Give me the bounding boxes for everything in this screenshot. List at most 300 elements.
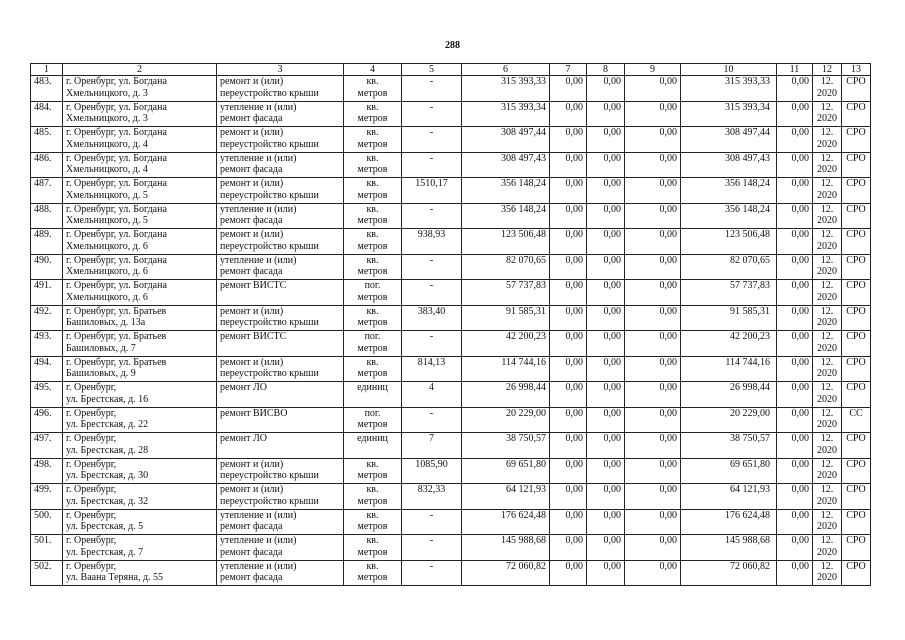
volume-cell-line: 814,13 — [417, 356, 446, 368]
total-cost-cell-line: 315 393,34 — [501, 101, 546, 113]
total-cost-cell — [462, 127, 550, 153]
row-number-line: 486. — [34, 152, 52, 164]
unit-cell-line: кв. — [366, 203, 379, 215]
col7-cell-line: 0,00 — [565, 76, 583, 87]
address-cell-line: г. Оренбург, ул. Богдана — [66, 76, 167, 87]
volume-cell-line: - — [429, 280, 434, 291]
unit-cell-line: метров — [357, 266, 388, 277]
col7-cell-line: 0,00 — [565, 407, 583, 419]
col10-cell — [681, 535, 777, 561]
row-number — [31, 229, 63, 255]
col7-cell-line: 0,00 — [565, 127, 583, 138]
col9-cell-line: 0,00 — [659, 382, 677, 393]
col11-cell — [777, 484, 813, 510]
method-cell-line: СРО — [846, 433, 866, 444]
volume-cell-line: - — [429, 76, 434, 87]
address-cell-line: г. Оренбург, ул. Братьев — [66, 331, 167, 342]
unit-cell-line: кв. — [366, 484, 379, 495]
unit-cell-line: метров — [357, 342, 388, 354]
work-type-cell-line: переустройство крыши — [220, 189, 319, 201]
total-cost-cell-line: 145 988,68 — [501, 535, 546, 546]
col11-cell — [777, 305, 813, 331]
unit-cell-line: метров — [357, 240, 388, 252]
unit-cell-line: метров — [357, 113, 388, 124]
address-cell-line: г. Оренбург, ул. Богдана — [66, 101, 167, 113]
total-cost-cell-line: 91 585,31 — [506, 305, 546, 317]
volume-cell — [402, 280, 462, 306]
address-cell — [63, 229, 217, 255]
col7-cell — [550, 101, 587, 127]
table-row — [31, 229, 871, 255]
col9-cell-line: 0,00 — [659, 560, 677, 572]
volume-cell-line: 938,93 — [417, 229, 446, 240]
unit-cell-line: кв. — [366, 178, 379, 189]
col7-cell — [550, 178, 587, 204]
col11-cell-line: 0,00 — [791, 280, 809, 291]
table-row — [31, 509, 871, 535]
table-row — [31, 433, 871, 459]
row-number-line: 499. — [34, 484, 52, 495]
deadline-cell — [813, 433, 842, 459]
work-type-cell — [217, 203, 344, 229]
unit-cell-line: кв. — [366, 458, 379, 470]
col10-cell — [681, 433, 777, 459]
deadline-cell-line: 2020 — [817, 521, 837, 532]
unit-cell-line: метров — [357, 470, 388, 481]
col9-cell-line: 0,00 — [659, 101, 677, 113]
row-number — [31, 152, 63, 178]
column-header-9: 9 — [625, 64, 681, 76]
col9-cell-line: 0,00 — [659, 76, 677, 87]
volume-cell-line: 7 — [429, 433, 434, 444]
total-cost-cell — [462, 331, 550, 357]
unit-cell-line: кв. — [366, 560, 379, 572]
col9-cell-line: 0,00 — [659, 178, 677, 189]
col11-cell — [777, 127, 813, 153]
method-cell — [842, 407, 871, 433]
row-number — [31, 433, 63, 459]
unit-cell — [344, 178, 402, 204]
work-type-cell-line: ремонт фасада — [220, 572, 283, 583]
total-cost-cell-line: 20 229,00 — [506, 407, 546, 419]
col9-cell — [625, 484, 681, 510]
col9-cell-line: 0,00 — [659, 152, 677, 164]
address-cell — [63, 305, 217, 331]
method-cell — [842, 535, 871, 561]
volume-cell — [402, 433, 462, 459]
address-cell — [63, 76, 217, 102]
unit-cell-line: метров — [357, 87, 388, 99]
address-cell-line: Хмельницкого, д. 5 — [66, 215, 148, 226]
work-type-cell-line: утепление и (или) — [220, 509, 297, 521]
work-type-cell-line: ремонт и (или) — [220, 229, 284, 240]
method-cell — [842, 152, 871, 178]
col11-cell-line: 0,00 — [791, 178, 809, 189]
unit-cell-line: кв. — [366, 101, 379, 113]
method-cell — [842, 76, 871, 102]
unit-cell — [344, 458, 402, 484]
deadline-cell-line: 12. — [820, 280, 834, 291]
volume-cell-line: - — [429, 254, 434, 266]
total-cost-cell-line: 82 070,65 — [506, 254, 546, 266]
work-type-cell-line: утепление и (или) — [220, 560, 297, 572]
volume-cell-line: 1510,17 — [415, 178, 448, 189]
col10-cell-line: 26 998,44 — [730, 382, 770, 393]
total-cost-cell-line: 38 750,57 — [506, 433, 546, 444]
col11-cell-line: 0,00 — [791, 76, 809, 87]
row-number — [31, 254, 63, 280]
deadline-cell-line: 12. — [820, 76, 834, 87]
col9-cell-line: 0,00 — [659, 407, 677, 419]
col8-cell-line: 0,00 — [603, 305, 621, 317]
col11-cell — [777, 203, 813, 229]
method-cell-line: СРО — [846, 152, 866, 164]
col7-cell-line: 0,00 — [565, 484, 583, 495]
work-type-cell-line: переустройство крыши — [220, 317, 319, 328]
work-type-cell-line: ремонт ВИСТС — [220, 280, 287, 291]
row-number — [31, 407, 63, 433]
address-cell-line: ул. Брестская, д. 22 — [66, 419, 149, 430]
work-type-cell — [217, 254, 344, 280]
row-number-line: 496. — [34, 407, 52, 419]
unit-cell — [344, 509, 402, 535]
work-type-cell-line: переустройство крыши — [220, 138, 319, 150]
total-cost-cell — [462, 76, 550, 102]
method-cell-line: СРО — [846, 484, 866, 495]
total-cost-cell-line: 356 148,24 — [501, 203, 546, 215]
work-type-cell-line: ремонт и (или) — [220, 76, 284, 87]
address-cell — [63, 356, 217, 382]
deadline-cell-line: 2020 — [817, 189, 837, 201]
col8-cell — [587, 433, 625, 459]
deadline-cell-line: 12. — [820, 458, 834, 470]
col9-cell — [625, 178, 681, 204]
method-cell — [842, 560, 871, 586]
table-row — [31, 127, 871, 153]
volume-cell-line: - — [429, 203, 434, 215]
col10-cell — [681, 254, 777, 280]
address-cell-line: г. Оренбург, ул. Богдана — [66, 229, 167, 240]
col10-cell-line: 315 393,34 — [725, 101, 770, 113]
row-number-line: 485. — [34, 127, 52, 138]
address-cell-line: Хмельницкого, д. 3 — [66, 113, 148, 124]
method-cell — [842, 509, 871, 535]
total-cost-cell-line: 315 393,33 — [501, 76, 546, 87]
col9-cell-line: 0,00 — [659, 331, 677, 342]
address-cell-line: г. Оренбург, — [66, 509, 117, 521]
work-type-cell-line: ремонт ЛО — [220, 433, 267, 444]
col7-cell — [550, 356, 587, 382]
col8-cell — [587, 356, 625, 382]
volume-cell-line: 1085,90 — [415, 458, 448, 470]
col8-cell-line: 0,00 — [603, 254, 621, 266]
deadline-cell-line: 12. — [820, 178, 834, 189]
address-cell — [63, 203, 217, 229]
col8-cell-line: 0,00 — [603, 229, 621, 240]
col9-cell — [625, 433, 681, 459]
unit-cell-line: кв. — [366, 76, 379, 87]
volume-cell — [402, 127, 462, 153]
unit-cell-line: пог. — [364, 407, 381, 419]
col7-cell — [550, 76, 587, 102]
work-type-cell — [217, 407, 344, 433]
deadline-cell-line: 12. — [820, 509, 834, 521]
col9-cell — [625, 535, 681, 561]
work-type-cell-line: ремонт и (или) — [220, 178, 284, 189]
col11-cell — [777, 407, 813, 433]
work-type-cell — [217, 101, 344, 127]
col9-cell — [625, 280, 681, 306]
col7-cell — [550, 127, 587, 153]
deadline-cell-line: 2020 — [817, 546, 837, 558]
table-row — [31, 280, 871, 306]
unit-cell — [344, 254, 402, 280]
col10-cell-line: 57 737,83 — [730, 280, 770, 291]
work-type-cell-line: ремонт и (или) — [220, 305, 284, 317]
col10-cell — [681, 331, 777, 357]
col8-cell — [587, 76, 625, 102]
address-cell-line: Хмельницкого, д. 4 — [66, 164, 148, 175]
deadline-cell-line: 12. — [820, 407, 834, 419]
page-number: 288 — [445, 40, 460, 51]
row-number — [31, 331, 63, 357]
table-row — [31, 356, 871, 382]
volume-cell-line: - — [429, 560, 434, 572]
unit-cell — [344, 229, 402, 255]
address-cell-line: Хмельницкого, д. 3 — [66, 87, 148, 99]
table-row — [31, 305, 871, 331]
col8-cell-line: 0,00 — [603, 509, 621, 521]
total-cost-cell — [462, 382, 550, 408]
unit-cell — [344, 356, 402, 382]
address-cell — [63, 407, 217, 433]
col8-cell-line: 0,00 — [603, 127, 621, 138]
volume-cell — [402, 229, 462, 255]
address-cell-line: ул. Брестская, д. 16 — [66, 393, 149, 405]
col11-cell-line: 0,00 — [791, 433, 809, 444]
total-cost-cell-line: 69 651,80 — [506, 458, 546, 470]
col10-cell-line: 42 200,23 — [730, 331, 770, 342]
header-row — [31, 64, 871, 76]
col7-cell-line: 0,00 — [565, 254, 583, 266]
work-type-cell — [217, 458, 344, 484]
deadline-cell-line: 2020 — [817, 215, 837, 226]
col9-cell — [625, 407, 681, 433]
column-header-13: 13 — [842, 64, 871, 76]
col8-cell-line: 0,00 — [603, 356, 621, 368]
method-cell-line: СРО — [846, 203, 866, 215]
work-type-cell — [217, 382, 344, 408]
col10-cell — [681, 458, 777, 484]
address-cell-line: г. Оренбург, ул. Богдана — [66, 254, 167, 266]
col8-cell-line: 0,00 — [603, 458, 621, 470]
row-number-line: 501. — [34, 535, 52, 546]
col9-cell — [625, 203, 681, 229]
col9-cell-line: 0,00 — [659, 305, 677, 317]
deadline-cell — [813, 331, 842, 357]
volume-cell — [402, 152, 462, 178]
total-cost-cell — [462, 254, 550, 280]
row-number — [31, 305, 63, 331]
deadline-cell-line: 2020 — [817, 495, 837, 507]
address-cell — [63, 254, 217, 280]
col8-cell-line: 0,00 — [603, 382, 621, 393]
col11-cell — [777, 356, 813, 382]
address-cell-line: г. Оренбург, ул. Братьев — [66, 356, 167, 368]
col8-cell — [587, 535, 625, 561]
col9-cell-line: 0,00 — [659, 458, 677, 470]
address-cell — [63, 509, 217, 535]
unit-cell-line: метров — [357, 495, 388, 507]
row-number — [31, 484, 63, 510]
col8-cell — [587, 280, 625, 306]
col9-cell — [625, 458, 681, 484]
volume-cell — [402, 560, 462, 586]
col11-cell-line: 0,00 — [791, 127, 809, 138]
deadline-cell-line: 2020 — [817, 291, 837, 303]
unit-cell-line: метров — [357, 189, 388, 201]
volume-cell-line: - — [429, 101, 434, 113]
work-type-cell — [217, 76, 344, 102]
work-type-cell-line: утепление и (или) — [220, 535, 297, 546]
address-cell — [63, 433, 217, 459]
col9-cell-line: 0,00 — [659, 484, 677, 495]
work-type-cell-line: ремонт и (или) — [220, 356, 284, 368]
table-row — [31, 101, 871, 127]
col8-cell-line: 0,00 — [603, 484, 621, 495]
row-number — [31, 382, 63, 408]
row-number — [31, 127, 63, 153]
address-cell-line: г. Оренбург, ул. Братьев — [66, 305, 167, 317]
col11-cell — [777, 178, 813, 204]
unit-cell-line: кв. — [366, 509, 379, 521]
address-cell-line: Хмельницкого, д. 5 — [66, 189, 148, 201]
deadline-cell — [813, 560, 842, 586]
col8-cell-line: 0,00 — [603, 178, 621, 189]
unit-cell-line: пог. — [364, 280, 381, 291]
col9-cell — [625, 356, 681, 382]
address-cell-line: ул. Брестская, д. 30 — [66, 470, 149, 481]
col8-cell-line: 0,00 — [603, 152, 621, 164]
volume-cell — [402, 203, 462, 229]
unit-cell — [344, 76, 402, 102]
col10-cell-line: 145 988,68 — [725, 535, 770, 546]
column-header-5: 5 — [402, 64, 462, 76]
col11-cell — [777, 152, 813, 178]
unit-cell-line: метров — [357, 138, 388, 150]
address-cell — [63, 484, 217, 510]
column-header-2: 2 — [63, 64, 217, 76]
unit-cell-line: метров — [357, 317, 388, 328]
col10-cell — [681, 407, 777, 433]
col10-cell-line: 356 148,24 — [725, 203, 770, 215]
col11-cell — [777, 382, 813, 408]
col10-cell-line: 64 121,93 — [730, 484, 770, 495]
col7-cell-line: 0,00 — [565, 509, 583, 521]
col11-cell-line: 0,00 — [791, 229, 809, 240]
unit-cell — [344, 127, 402, 153]
col9-cell-line: 0,00 — [659, 127, 677, 138]
work-type-cell — [217, 356, 344, 382]
work-type-cell — [217, 229, 344, 255]
col7-cell — [550, 407, 587, 433]
method-cell-line: СРО — [846, 535, 866, 546]
col11-cell-line: 0,00 — [791, 152, 809, 164]
unit-cell-line: метров — [357, 419, 388, 430]
address-cell — [63, 178, 217, 204]
volume-cell — [402, 254, 462, 280]
method-cell-line: СРО — [846, 560, 866, 572]
col8-cell — [587, 152, 625, 178]
address-cell — [63, 331, 217, 357]
volume-cell — [402, 535, 462, 561]
work-type-cell — [217, 305, 344, 331]
col11-cell — [777, 76, 813, 102]
table-row — [31, 535, 871, 561]
row-number-line: 483. — [34, 76, 52, 87]
col9-cell-line: 0,00 — [659, 356, 677, 368]
address-cell-line: г. Оренбург, — [66, 458, 117, 470]
col10-cell-line: 176 624,48 — [725, 509, 770, 521]
total-cost-cell-line: 308 497,43 — [501, 152, 546, 164]
col7-cell-line: 0,00 — [565, 382, 583, 393]
col11-cell-line: 0,00 — [791, 203, 809, 215]
unit-cell-line: кв. — [366, 535, 379, 546]
col9-cell-line: 0,00 — [659, 203, 677, 215]
column-header-11: 11 — [777, 64, 813, 76]
work-type-cell-line: ремонт фасада — [220, 266, 283, 277]
work-type-cell — [217, 484, 344, 510]
table-body — [31, 76, 871, 586]
deadline-cell-line: 12. — [820, 229, 834, 240]
address-cell-line: ул. Брестская, д. 7 — [66, 546, 144, 558]
col9-cell — [625, 127, 681, 153]
col7-cell — [550, 254, 587, 280]
unit-cell — [344, 203, 402, 229]
deadline-cell-line: 12. — [820, 254, 834, 266]
address-cell — [63, 382, 217, 408]
deadline-cell — [813, 254, 842, 280]
deadline-cell — [813, 458, 842, 484]
method-cell-line: СРО — [846, 76, 866, 87]
method-cell-line: СРО — [846, 229, 866, 240]
col8-cell — [587, 127, 625, 153]
table-row — [31, 458, 871, 484]
volume-cell-line: - — [429, 509, 434, 521]
column-header-10: 10 — [681, 64, 777, 76]
table-row — [31, 254, 871, 280]
total-cost-cell — [462, 458, 550, 484]
work-type-cell-line: ремонт фасада — [220, 164, 283, 175]
col10-cell-line: 69 651,80 — [730, 458, 770, 470]
method-cell — [842, 433, 871, 459]
total-cost-cell-line: 123 506,48 — [501, 229, 546, 240]
total-cost-cell-line: 114 744,16 — [501, 356, 546, 368]
unit-cell — [344, 382, 402, 408]
address-cell-line: Хмельницкого, д. 6 — [66, 291, 148, 303]
work-type-cell-line: утепление и (или) — [220, 101, 297, 113]
col11-cell — [777, 560, 813, 586]
unit-cell — [344, 101, 402, 127]
col8-cell-line: 0,00 — [603, 433, 621, 444]
col7-cell — [550, 203, 587, 229]
unit-cell-line: метров — [357, 546, 388, 558]
col7-cell — [550, 305, 587, 331]
method-cell — [842, 458, 871, 484]
row-number-line: 489. — [34, 229, 52, 240]
col7-cell-line: 0,00 — [565, 152, 583, 164]
row-number — [31, 101, 63, 127]
